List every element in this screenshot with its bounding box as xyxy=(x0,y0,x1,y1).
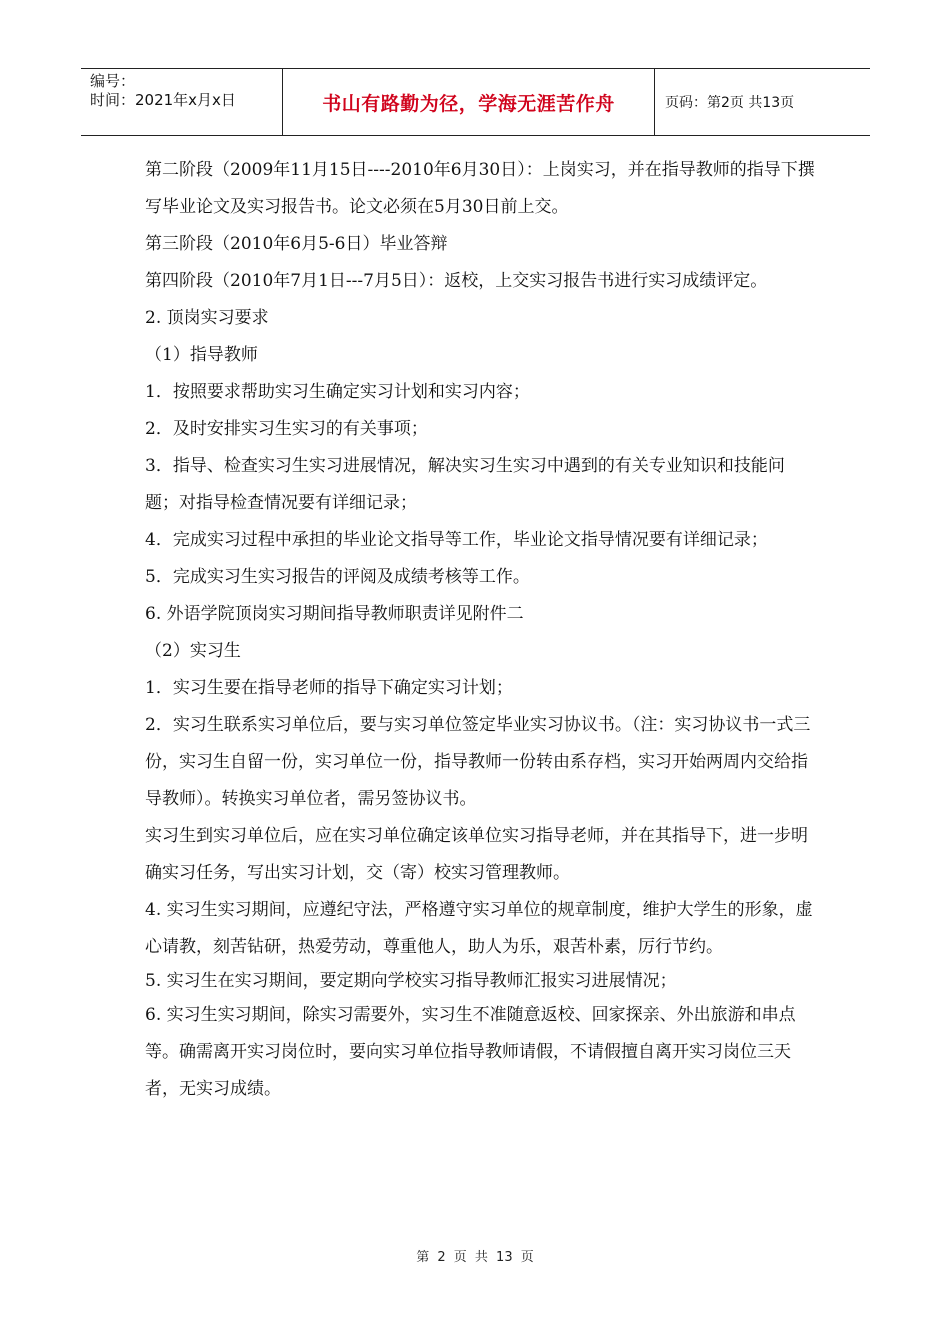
paragraph: 第四阶段（2010年7月1日---7月5日）：返校，上交实习报告书进行实习成绩评定。 xyxy=(145,271,768,291)
paragraph: 4．完成实习过程中承担的毕业论文指导等工作，毕业论文指导情况要有详细记录； xyxy=(145,530,768,550)
header-motto: 书山有路勤为径，学海无涯苦作舟 xyxy=(283,69,655,135)
paragraph: 6. 实习生实习期间，除实习需要外，实习生不准随意返校、回家探亲、外出旅游和串点等。确需离开实习岗位时，要向实习单位指导教师请假，不请假擅自离开实习岗位三天者，无实习成绩。 xyxy=(145,1005,796,1099)
paragraph: 5．完成实习生实习报告的评阅及成绩考核等工作。 xyxy=(145,567,530,587)
paragraph: 4. 实习生实习期间，应遵纪守法，严格遵守实习单位的规章制度，维护大学生的形象，虚心请教，刻苦钻研，热爱劳动，尊重他人，助人为乐，艰苦朴素，厉行节约。 xyxy=(145,900,813,957)
paragraph: 实习生到实习单位后，应在实习单位确定该单位实习指导老师，并在其指导下，进一步明确实习任务，写出实习计划，交（寄）校实习管理教师。 xyxy=(145,826,808,883)
header-number: 编号： xyxy=(90,72,136,90)
paragraph: 第三阶段（2010年6月5-6日）毕业答辩 xyxy=(145,234,448,254)
paragraph: 第二阶段（2009年11月15日----2010年6月30日）：上岗实习，并在指导教师的指导下撰写毕业论文及实习报告书。论文必须在5月30日前上交。 xyxy=(145,160,815,217)
page-header xyxy=(81,68,870,136)
paragraph: 1．按照要求帮助实习生确定实习计划和实习内容； xyxy=(145,382,530,402)
document-body xyxy=(145,152,817,1108)
header-time: 时间：2021年x月x日 xyxy=(90,91,236,109)
paragraph: 3．指导、检查实习生实习进展情况，解决实习生实习中遇到的有关专业知识和技能问题；对指导检查情况要有详细记录； xyxy=(145,456,785,513)
header-meta xyxy=(81,69,283,135)
paragraph: 2. 顶岗实习要求 xyxy=(145,308,269,328)
paragraph: （1）指导教师 xyxy=(145,345,258,365)
paragraph: （2）实习生 xyxy=(145,641,241,661)
paragraph: 6. 外语学院顶岗实习期间指导教师职责详见附件二 xyxy=(145,604,524,624)
paragraph: 5. 实习生在实习期间，要定期向学校实习指导教师汇报实习进展情况； xyxy=(145,971,677,991)
paragraph: 2．及时安排实习生实习的有关事项； xyxy=(145,419,428,439)
page-footer: 第 2 页 共 13 页 xyxy=(416,1250,534,1265)
paragraph: 1．实习生要在指导老师的指导下确定实习计划； xyxy=(145,678,513,698)
header-page-info: 页码：第2页 共13页 xyxy=(665,95,795,111)
paragraph: 2．实习生联系实习单位后，要与实习单位签定毕业实习协议书。（注：实习协议书一式三份，实习生自留一份，实习单位一份，指导教师一份转由系存档，实习开始两周内交给指导教师）。转换实习单位者，需另签协议书。 xyxy=(145,715,811,809)
